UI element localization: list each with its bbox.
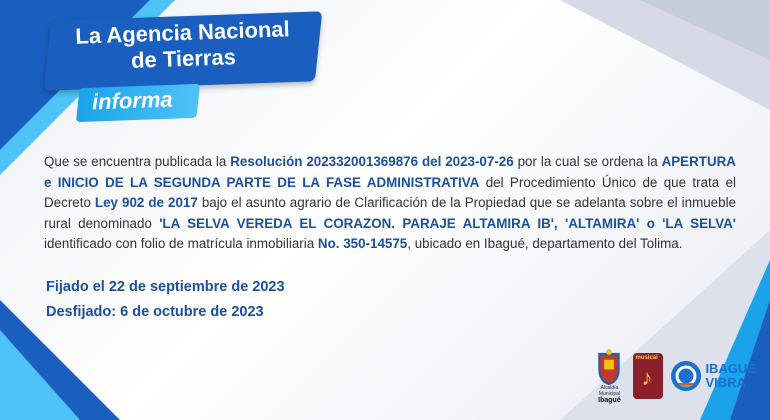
- subtitle: informa: [91, 86, 174, 115]
- title-line1: La Agencia Nacional: [74, 16, 291, 49]
- body-text-6: , ubicado en Ibagué, departamento del Tolima.: [407, 236, 683, 252]
- body-text-5: identificado con folio de matrícula inmobiliaria: [44, 236, 318, 252]
- property-name: 'LA SELVA VEREDA EL CORAZON. PARAJE ALTAMIRA IB', 'ALTAMIRA' o 'LA SELVA': [159, 215, 736, 231]
- alcaldia-name: Ibagué: [598, 397, 621, 404]
- title-line2: de Tierras: [130, 44, 237, 73]
- vibra-line1: IBAGUÉ: [705, 361, 756, 376]
- alcaldia-logo: [593, 348, 625, 404]
- title: [47, 15, 319, 76]
- removed-date: Desfijado: 6 de octubre de 2023: [46, 304, 264, 320]
- body-text-3: del Procedimiento Único de que trata el Decreto: [44, 174, 736, 211]
- alcaldia-caption: Alcaldía Municipal: [598, 385, 620, 397]
- musical-label: musical: [635, 355, 658, 361]
- resolution-ref: Resolución 202332001369876 del 2023-07-26: [230, 154, 514, 169]
- coat-of-arms-icon: [595, 348, 623, 385]
- law-ref: Ley 902 de 2017: [94, 195, 198, 211]
- ibague-vibra-logo: [671, 361, 756, 391]
- music-note-icon: ♪: [641, 365, 653, 390]
- logos-row: [593, 348, 756, 404]
- vibra-swirl-icon: [671, 361, 701, 391]
- body-text-2: por la cual se ordena la: [513, 154, 662, 169]
- body-text-1: Que se encuentra publicada la: [44, 154, 231, 169]
- folio-number: No. 350-14575: [317, 236, 408, 252]
- musical-logo: [633, 353, 663, 399]
- apertura-text: APERTURA e INICIO DE LA SEGUNDA PARTE DE LA FASE ADMINISTRATIVA: [44, 154, 736, 190]
- body-text-4: bajo el asunto agrario de Clarificación de la Propiedad que se adelanta sobre el inmueble rural denominado: [44, 195, 736, 231]
- announcement-body: [44, 152, 736, 255]
- vibra-line2: VIBRA: [705, 375, 746, 390]
- posted-date: Fijado el 22 de septiembre de 2023: [46, 279, 285, 295]
